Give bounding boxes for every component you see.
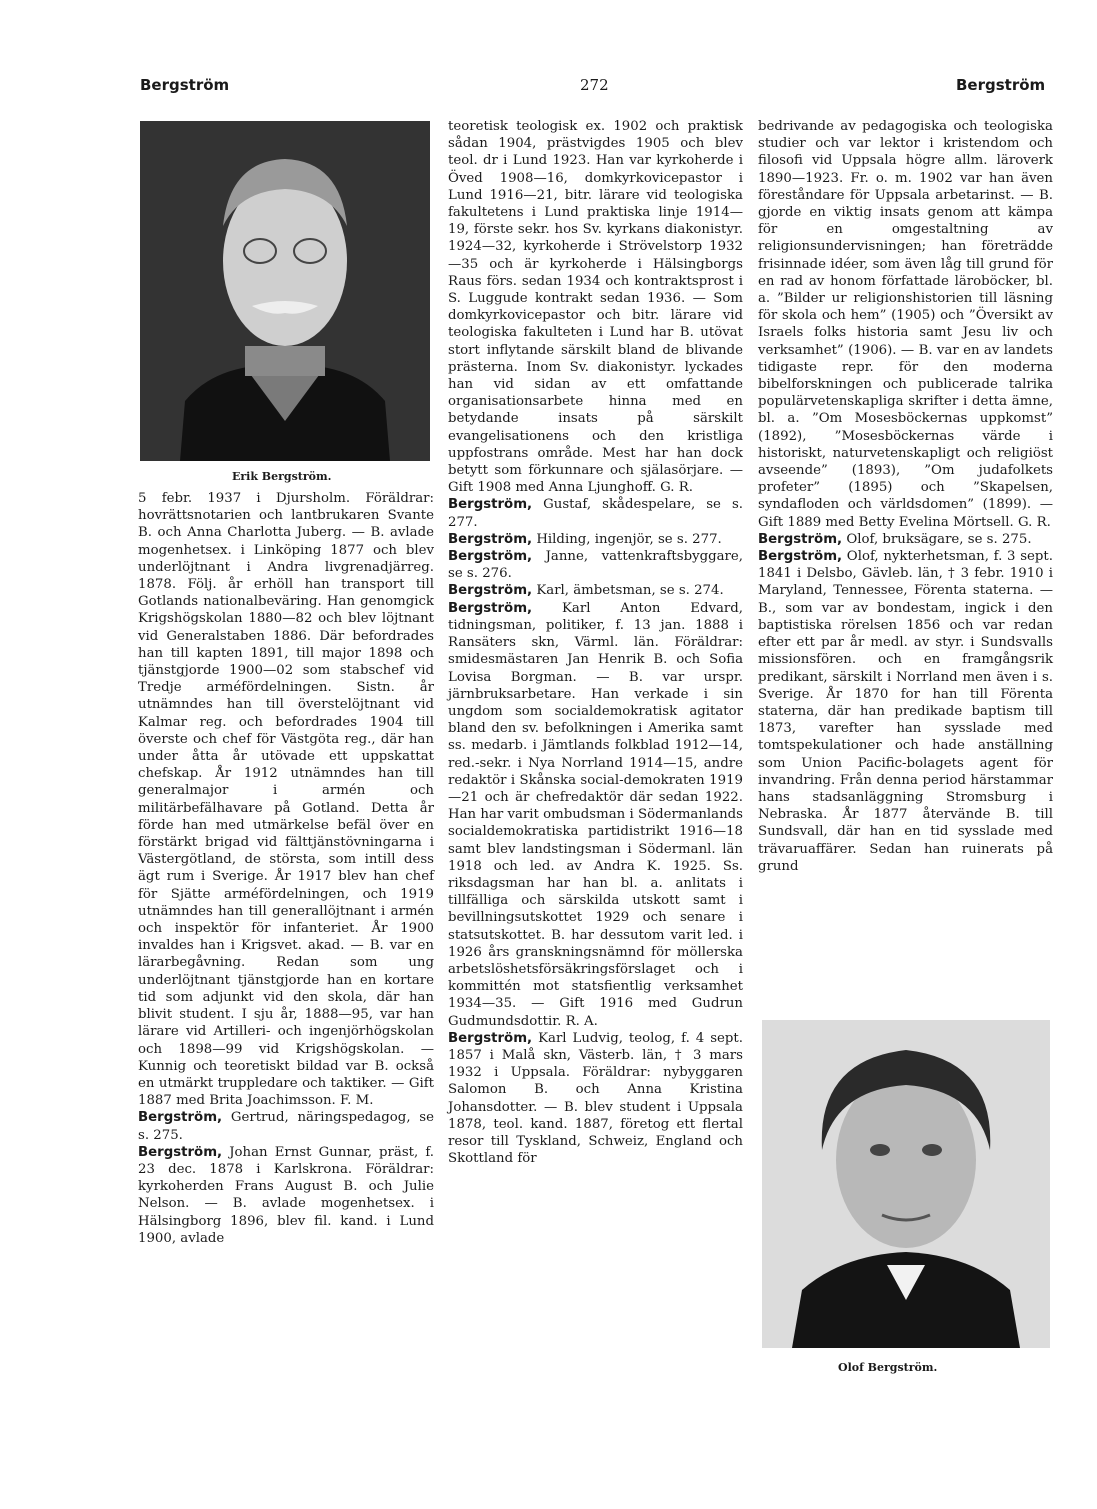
page-number: 272 xyxy=(580,76,609,94)
entry-text: Karl Ludvig, teolog, f. 4 sept. 1857 i Malå skn, Västerb. län, † 3 mars 1932 i Uppsala. Föräldrar: nybyggaren Salomon B. och Anna Kristina Johansdotter. — B. blev student i Uppsala 1878, teol. kand. 1887, företog ett flertal resor till Tyskland, Schweiz, England och Skottland för xyxy=(448,1030,743,1167)
entry-paragraph xyxy=(448,531,743,548)
entry-text: Gertrud, näringspedagog, se s. 275. xyxy=(138,1110,434,1143)
entry-headword: Bergström, xyxy=(758,549,843,565)
text-column-1 xyxy=(138,490,434,1247)
entry-headword: Bergström, xyxy=(448,583,533,599)
entry-paragraph xyxy=(448,582,743,599)
entry-text: Hilding, ingenjör, se s. 277. xyxy=(532,531,722,547)
running-head-right: Bergström xyxy=(956,76,1046,94)
entry-text: Olof, nykterhetsman, f. 3 sept. 1841 i Delsbo, Gävleb. län, † 3 febr. 1910 i Maryland, Tennessee, Förenta staterna. — B., som var av bondestam, ingick i den baptistiska rörelsen 1856 och var redan efter ett par år medl. av styr. i Sundsvalls missionsfören. och en framgångsrik predikant, särskilt i Norrland men även i s. Sverige. År 1870 for han till Förenta staterna, där han predikade baptism till 1873, varefter han sysslade med tomtspekulationer och hade anställning som Union Pacific-bolagets agent för invandring. Från denna period härstammar hans stadsanläggning Stromsburg i Nebraska. År 1877 återvände B. till Sundsvall, där han en tid sysslade med trävaruaffärer. Sedan han ruinerats på grund xyxy=(758,549,1053,874)
entry-headword: Bergström, xyxy=(138,1144,223,1160)
entry-paragraph xyxy=(448,600,743,1030)
entry-headword: Bergström, xyxy=(448,1030,533,1046)
text-column-3 xyxy=(758,118,1053,875)
photo-caption: Olof Bergström. xyxy=(838,1361,938,1374)
entry-paragraph: 5 febr. 1937 i Djursholm. Föräldrar: hovrättsnotarien och lantbrukaren Svante B. och Anna Charlotta Juberg. — B. avlade mogenhetsex. i Linköping 1877 och blev underlöjtnant i Andra livgrenadjärreg. 1878. Följ. år erhöll han transport till Gotlands nationalbeväring. Han genomgick Krigshögskolan 1880—82 och blev löjtnant vid Generalstaben 1886. Där befordrades han till kapten 1891, till major 1898 och tjänstgjorde 1900—02 som stabschef vid Tredje arméfördelningen. Sistn. år utnämndes han till överstelöjtnant vid Kalmar reg. och befordrades 1904 till överste och chef för Västgöta reg., där han under åtta år utövade ett uppskattat chefskap. År 1912 utnämndes han till generalmajor i armén och militärbefälhavare på Gotland. Detta år förde han med utmärkelse befäl över en förstärkt brigad vid fälttjänstövningarna i Västergötland, de största, som intill dess ägt rum i Sverige. År 1917 blev han chef för Sjätte arméfördelningen, och 1919 utnämndes han till generallöjtnant i armén och inspektör för infanteriet. År 1900 invaldes han i Krigsvet. akad. — B. var en lärarbegåvning. Redan som ung underlöjtnant tjänstgjorde han en kortare tid som adjunkt vid den skola, där han blivit student. I sju år, 1888—95, var han lärare vid Artilleri- och ingenjörhögskolan och 1898—99 vid Krigshögskolan. — Kunnig och teoretiskt bildad var B. också en utmärkt truppledare och taktiker. — Gift 1887 med Brita Joachimsson. F. M. xyxy=(138,491,434,1109)
entry-paragraph xyxy=(448,496,743,530)
text-column-2 xyxy=(448,118,743,1167)
photo-caption: Erik Bergström. xyxy=(232,470,332,483)
entry-text: Gustaf, skådespelare, se s. 277. xyxy=(448,497,743,530)
entry-paragraph xyxy=(758,548,1053,875)
running-head-left: Bergström xyxy=(140,76,230,94)
entry-headword: Bergström, xyxy=(138,1110,223,1126)
entry-paragraph xyxy=(448,548,743,582)
entry-headword: Bergström, xyxy=(448,549,533,565)
entry-text: Karl, ämbetsman, se s. 274. xyxy=(532,583,724,599)
entry-headword: Bergström, xyxy=(448,497,533,513)
entry-paragraph xyxy=(138,1144,434,1247)
entry-paragraph xyxy=(138,1109,434,1143)
entry-paragraph xyxy=(758,531,1053,548)
entry-text: Johan Ernst Gunnar, präst, f. 23 dec. 1878 i Karlskrona. Föräldrar: kyrkoherden Frans August B. och Julie Nelson. — B. avlade mogenhetsex. i Hälsingborg 1896, blev fil. kand. i Lund 1900, avlade xyxy=(138,1144,434,1246)
entry-text: Karl Anton Edvard, tidningsman, politiker, f. 13 jan. 1888 i Ransäters skn, Värml. län. Föräldrar: smidesmästaren Jan Henrik B. och Sofia Lovisa Borgman. — B. var urspr. järnbruksarbetare. Han verkade i sin ungdom som socialdemokratisk agitator bland den sv. befolkningen i Amerika samt ss. medarb. i Jämtlands folkblad 1912—14, red.-sekr. i Nya Norrland 1914—15, andre redaktör i Skånska social-demokraten 1919—21 och är chefredaktör där sedan 1922. Han har varit ombudsman i Södermanlands socialdemokratiska partidistrikt 1916—18 samt blev landstingsman i Södermanl. län 1918 och led. av Andra K. 1925. Ss. riksdagsman har han bl. a. anlitats i tillfälliga och särskilda utskott samt i bevillningsutskottet 1929 och senare i statsutskottet. B. har dessutom varit led. i 1926 års granskningsnämnd för möllerska arbetslöshetsförsäkringsförslaget och i kommittén mot statsfientlig verksamhet 1934—35. — Gift 1916 med Gudrun Gudmundsdottir. R. A. xyxy=(448,600,743,1029)
entry-text: Janne, vattenkraftsbyggare, se s. 276. xyxy=(448,549,743,582)
entry-paragraph: teoretisk teologisk ex. 1902 och praktisk sådan 1904, prästvigdes 1905 och blev teol. dr i Lund 1923. Han var kyrkoherde i Öved 1908—16, domkyrkovicepastor i Lund 1916—21, bitr. lärare vid teologiska fakultetens i Lund praktiska linje 1914—19, förste sekr. hos Sv. kyrkans diakonistyr. 1924—32, kyrkoherde i Strövelstorp 1932—35 och är kyrkoherde i Hälsingborgs Raus förs. sedan 1934 och kontraktsprost i S. Luggude kontrakt sedan 1936. — Som domkyrkovicepastor och bitr. lärare vid teologiska fakulteten i Lund har B. utövat stort inflytande särskilt bland de blivande prästerna. Inom Sv. diakonistyr. lyckades han vid sidan av ett omfattande organisationsarbete hinna med en betydande insats på särskilt evangelisationens och den kristliga uppfostrans område. Mest har han dock betytt som förkunnare och själasörjare. — Gift 1908 med Anna Ljunghoff. G. R. xyxy=(448,119,743,496)
portrait-photo-olof xyxy=(762,1020,1050,1348)
entry-text: Olof, bruksägare, se s. 275. xyxy=(842,531,1032,547)
entry-headword: Bergström, xyxy=(758,531,843,547)
entry-headword: Bergström, xyxy=(448,531,533,547)
entry-headword: Bergström, xyxy=(448,600,533,616)
portrait-photo-erik xyxy=(140,121,430,461)
entry-paragraph: bedrivande av pedagogiska och teologiska studier och var lektor i kristendom och filosofi vid Uppsala högre allm. läroverk 1890—1923. Fr. o. m. 1902 var han även föreståndare för Uppsala arbetarinst. — B. gjorde en viktig insats genom att kämpa för en omgestaltning av religionsundervisningen; han företrädde frisinnade idéer, som även låg till grund för en rad av honom författade läroböcker, bl. a. ”Bilder ur religionshistorien till läsning för skola och hem” (1905) och ”Översikt av Israels folks historia samt Jesu liv och verksamhet” (1906). — B. var en av landets tidigaste repr. för den moderna bibelforskningen och publicerade talrika populärvetenskapliga skrifter i detta ämne, bl. a. ”Om Mosesböckernas uppkomst” (1892), ”Mosesböckernas värde i historiskt, naturvetenskapligt och religiöst avseende” (1893), ”Om judafolkets profeter” (1895) och ”Skapelsen, syndafloden och världsdomen” (1899). — Gift 1889 med Betty Evelina Mörtsell. G. R. xyxy=(758,119,1053,530)
entry-paragraph xyxy=(448,1030,743,1168)
